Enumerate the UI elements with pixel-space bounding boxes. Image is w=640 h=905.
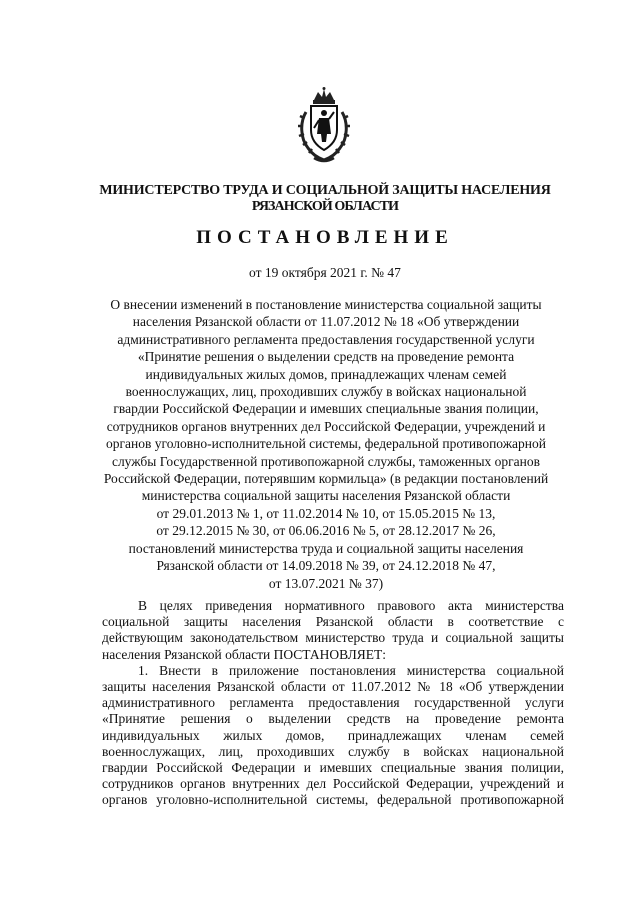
- body-paragraph-line: сотрудников органов внутренних дел Российской Федерации, учреждений и: [102, 776, 564, 792]
- title-line: «Принятие решения о выделении средств на проведение ремонта: [137, 349, 515, 365]
- title-line: службы Государственной противопожарной службы, таможенных органов: [111, 453, 541, 469]
- body-paragraph-line: административного регламента предоставления государственной услуги: [102, 695, 564, 711]
- title-line: военнослужащих, лиц, проходивших службу в войсках национальной: [125, 384, 527, 400]
- body-paragraph-line: военнослужащих, лиц, проходивших службу в войсках национальной: [102, 743, 564, 759]
- body-paragraph-line: действующим законодательством министерство труда и социальной защиты: [102, 630, 564, 646]
- document-title: [96, 296, 556, 592]
- title-line: министерства социальной защиты населения Рязанской области: [141, 488, 511, 504]
- body-paragraph-line: гвардии Российской Федерации и имевших специальные звания полиции,: [102, 759, 564, 775]
- title-line: от 29.12.2015 № 30, от 06.06.2016 № 5, от 28.12.2017 № 26,: [156, 523, 496, 539]
- title-line: индивидуальных жилых домов, принадлежащих членам семей: [145, 366, 507, 382]
- body-paragraph-line: населения Рязанской области ПОСТАНОВЛЯЕТ:: [102, 646, 386, 662]
- ministry-name-line-1: МИНИСТЕРСТВО ТРУДА И СОЦИАЛЬНОЙ ЗАЩИТЫ НАСЕЛЕНИЯ: [99, 183, 551, 198]
- title-line: сотрудников органов внутренних дел Российской Федерации, учреждений и: [106, 418, 546, 434]
- body-paragraph-line: социальной защиты населения Рязанской области в соответствие с: [102, 614, 564, 630]
- title-line: административного регламента предоставления государственной услуги: [117, 331, 535, 347]
- title-line: органов уголовно-исполнительной системы, федеральной противопожарной: [106, 436, 546, 452]
- title-line: от 13.07.2021 № 37): [268, 575, 384, 591]
- title-line: от 29.01.2013 № 1, от 11.02.2014 № 10, от 15.05.2015 № 13,: [156, 505, 496, 521]
- document-body: [102, 598, 564, 808]
- document-date-number: от 19 октября 2021 г. № 47: [249, 265, 401, 280]
- body-paragraph-line: В целях приведения нормативного правового акта министерства: [138, 598, 564, 613]
- title-line: Рязанской области от 14.09.2018 № 39, от 24.12.2018 № 47,: [156, 558, 496, 574]
- ryazan-coat-of-arms-icon: [296, 86, 352, 166]
- body-paragraph-line: защиты населения Рязанской области от 11.07.2012 № 18 «Об утверждении: [102, 678, 564, 694]
- title-line: Российской Федерации, потерявшим кормильца» (в редакции постановлений: [103, 471, 549, 487]
- title-line: гвардии Российской Федерации и имевших специальные звания полиции,: [113, 401, 539, 417]
- title-line: постановлений министерства труда и социальной защиты населения: [128, 540, 524, 556]
- ministry-name-line-2: РЯЗАНСКОЙ ОБЛАСТИ: [251, 199, 399, 214]
- document-type-heading: ПОСТАНОВЛЕНИЕ: [196, 227, 454, 248]
- title-line: населения Рязанской области от 11.07.2012 № 18 «Об утверждении: [132, 314, 520, 330]
- body-paragraph-line: индивидуальных жилых домов, принадлежащих членам семей: [102, 727, 564, 743]
- body-paragraph-line: «Принятие решения о выделении средств на проведение ремонта: [102, 711, 564, 727]
- body-paragraph-line: 1. Внести в приложение постановления министерства социальной: [138, 662, 564, 678]
- body-paragraph-line: органов уголовно-исполнительной системы, федеральной противопожарной: [102, 792, 564, 808]
- title-line: О внесении изменений в постановление министерства социальной защиты: [110, 297, 542, 312]
